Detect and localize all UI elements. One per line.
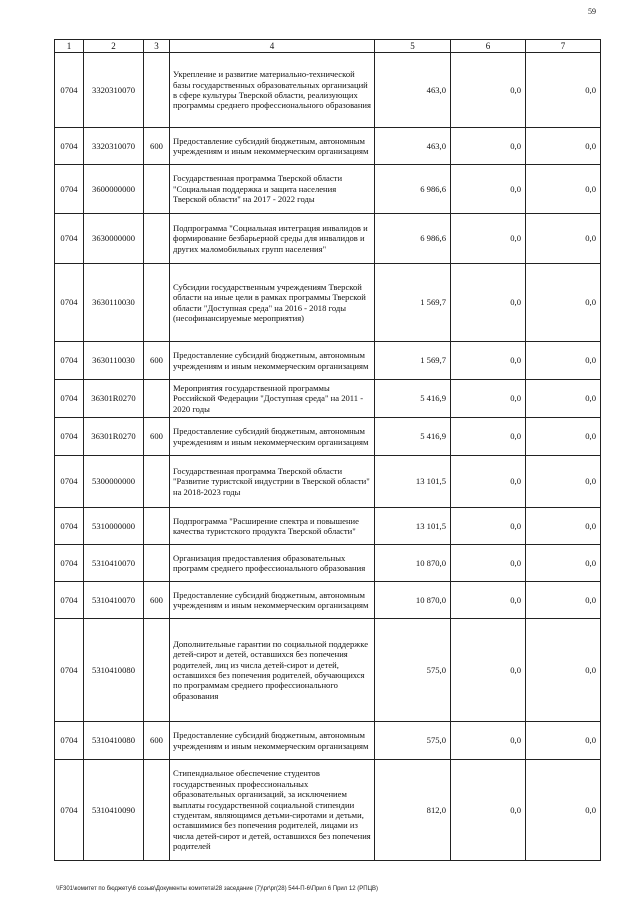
section-code-cell: 0704 [55,128,84,165]
section-code-cell: 0704 [55,545,84,582]
target-code-cell: 5310410080 [84,722,144,760]
target-code-cell: 5300000000 [84,456,144,508]
amount-cell: 10 870,0 [375,545,451,582]
item-name-cell: Подпрограмма "Расширение спектра и повышение качества туристского продукта Тверской области" [170,508,375,545]
column-header: 1 [55,40,84,53]
column-header: 4 [170,40,375,53]
amount-cell: 0,0 [526,456,601,508]
expense-type-cell: 600 [144,582,170,619]
table-row [55,722,601,760]
amount-cell: 0,0 [451,508,526,545]
item-name-cell: Организация предоставления образовательных программ среднего профессионального образования [170,545,375,582]
section-code-cell: 0704 [55,264,84,342]
target-code-cell: 3630000000 [84,214,144,264]
amount-cell: 0,0 [451,722,526,760]
amount-cell: 0,0 [526,380,601,418]
table-row [55,264,601,342]
amount-cell: 0,0 [526,418,601,456]
page-number: 59 [588,7,596,16]
amount-cell: 0,0 [451,342,526,380]
amount-cell: 5 416,9 [375,380,451,418]
amount-cell: 0,0 [451,456,526,508]
expense-type-cell: 600 [144,128,170,165]
item-name-cell: Предоставление субсидий бюджетным, автономным учреждениям и иным некоммерческим организациям [170,418,375,456]
table-row [55,128,601,165]
amount-cell: 0,0 [451,165,526,214]
expense-type-cell [144,545,170,582]
amount-cell: 6 986,6 [375,165,451,214]
amount-cell: 0,0 [526,342,601,380]
column-header: 5 [375,40,451,53]
item-name-cell: Укрепление и развитие материально-технической базы государственных образовательных организаций в сфере культуры Тверской области, реализующих программы среднего профессионального образования [170,53,375,128]
amount-cell: 0,0 [451,53,526,128]
expense-type-cell [144,380,170,418]
amount-cell: 6 986,6 [375,214,451,264]
section-code-cell: 0704 [55,722,84,760]
amount-cell: 10 870,0 [375,582,451,619]
amount-cell: 0,0 [451,582,526,619]
amount-cell: 0,0 [526,760,601,861]
column-header: 7 [526,40,601,53]
item-name-cell: Предоставление субсидий бюджетным, автономным учреждениям и иным некоммерческим организациям [170,582,375,619]
amount-cell: 13 101,5 [375,508,451,545]
expense-type-cell [144,214,170,264]
table-row [55,214,601,264]
amount-cell: 575,0 [375,619,451,722]
expense-type-cell [144,53,170,128]
expense-type-cell [144,760,170,861]
file-path-footer: \\F301\комитет по бюджету\6 созыв\Документы комитета\28 заседание (7)\pr\pr(28) 544-П-6\Прил 6 Прил 12 (РПЦВ) [56,886,379,892]
amount-cell: 0,0 [526,53,601,128]
item-name-cell: Предоставление субсидий бюджетным, автономным учреждениям и иным некоммерческим организациям [170,128,375,165]
table-row [55,53,601,128]
amount-cell: 812,0 [375,760,451,861]
item-name-cell: Мероприятия государственной программы Российской Федерации "Доступная среда" на 2011 - 2020 годы [170,380,375,418]
amount-cell: 0,0 [526,264,601,342]
section-code-cell: 0704 [55,53,84,128]
column-header: 2 [84,40,144,53]
item-name-cell: Предоставление субсидий бюджетным, автономным учреждениям и иным некоммерческим организациям [170,342,375,380]
table-row [55,619,601,722]
amount-cell: 463,0 [375,53,451,128]
target-code-cell: 5310000000 [84,508,144,545]
amount-cell: 0,0 [451,760,526,861]
amount-cell: 1 569,7 [375,264,451,342]
table-row [55,380,601,418]
amount-cell: 0,0 [451,380,526,418]
item-name-cell: Субсидии государственным учреждениям Тверской области на иные цели в рамках программы Тверской области "Доступная среда" на 2016 - 2018 годы (несофинансируемые мероприятия) [170,264,375,342]
column-header: 6 [451,40,526,53]
amount-cell: 0,0 [526,582,601,619]
target-code-cell: 3320310070 [84,53,144,128]
target-code-cell: 5310410070 [84,545,144,582]
section-code-cell: 0704 [55,342,84,380]
amount-cell: 0,0 [526,508,601,545]
table-row [55,582,601,619]
table-row [55,418,601,456]
table-row [55,165,601,214]
amount-cell: 575,0 [375,722,451,760]
section-code-cell: 0704 [55,380,84,418]
amount-cell: 0,0 [526,722,601,760]
target-code-cell: 5310410090 [84,760,144,861]
item-name-cell: Государственная программа Тверской области "Развитие туристской индустрии в Тверской области" на 2018-2023 годы [170,456,375,508]
expense-type-cell [144,508,170,545]
amount-cell: 0,0 [526,165,601,214]
amount-cell: 5 416,9 [375,418,451,456]
section-code-cell: 0704 [55,760,84,861]
table-header-row [55,40,601,53]
section-code-cell: 0704 [55,619,84,722]
amount-cell: 0,0 [526,214,601,264]
item-name-cell: Стипендиальное обеспечение студентов государственных профессиональных образовательных организаций, за исключением выплаты государственной социальной стипендии студентам, являющимся детьми-сиротами и детьми, оставшимися без попечения родителей, лицами из числа детей-сирот и детей, оставшихся без попечения родителей [170,760,375,861]
section-code-cell: 0704 [55,165,84,214]
amount-cell: 1 569,7 [375,342,451,380]
expense-type-cell [144,456,170,508]
column-header: 3 [144,40,170,53]
amount-cell: 463,0 [375,128,451,165]
expense-type-cell: 600 [144,418,170,456]
expense-type-cell: 600 [144,342,170,380]
budget-table [54,39,601,861]
amount-cell: 0,0 [526,128,601,165]
amount-cell: 0,0 [526,545,601,582]
item-name-cell: Государственная программа Тверской области "Социальная поддержка и защита населения Тверской области" на 2017 - 2022 годы [170,165,375,214]
section-code-cell: 0704 [55,418,84,456]
target-code-cell: 36301R0270 [84,418,144,456]
amount-cell: 13 101,5 [375,456,451,508]
target-code-cell: 3320310070 [84,128,144,165]
item-name-cell: Предоставление субсидий бюджетным, автономным учреждениям и иным некоммерческим организациям [170,722,375,760]
target-code-cell: 5310410070 [84,582,144,619]
section-code-cell: 0704 [55,582,84,619]
expense-type-cell [144,264,170,342]
amount-cell: 0,0 [451,128,526,165]
amount-cell: 0,0 [526,619,601,722]
section-code-cell: 0704 [55,214,84,264]
section-code-cell: 0704 [55,456,84,508]
expense-type-cell: 600 [144,722,170,760]
amount-cell: 0,0 [451,214,526,264]
target-code-cell: 3600000000 [84,165,144,214]
table-row [55,545,601,582]
table-row [55,508,601,545]
table-row [55,342,601,380]
item-name-cell: Дополнительные гарантии по социальной поддержке детей-сирот и детей, оставшихся без попечения родителей, лиц из числа детей-сирот и детей, оставшихся без попечения родителей, обучающихся по программам среднего профессионального образования [170,619,375,722]
target-code-cell: 3630110030 [84,264,144,342]
target-code-cell: 36301R0270 [84,380,144,418]
expense-type-cell [144,619,170,722]
amount-cell: 0,0 [451,418,526,456]
table-row [55,456,601,508]
table-row [55,760,601,861]
amount-cell: 0,0 [451,619,526,722]
section-code-cell: 0704 [55,508,84,545]
target-code-cell: 3630110030 [84,342,144,380]
item-name-cell: Подпрограмма "Социальная интеграция инвалидов и формирование безбарьерной среды для инвалидов и других маломобильных групп населения" [170,214,375,264]
amount-cell: 0,0 [451,264,526,342]
target-code-cell: 5310410080 [84,619,144,722]
amount-cell: 0,0 [451,545,526,582]
expense-type-cell [144,165,170,214]
